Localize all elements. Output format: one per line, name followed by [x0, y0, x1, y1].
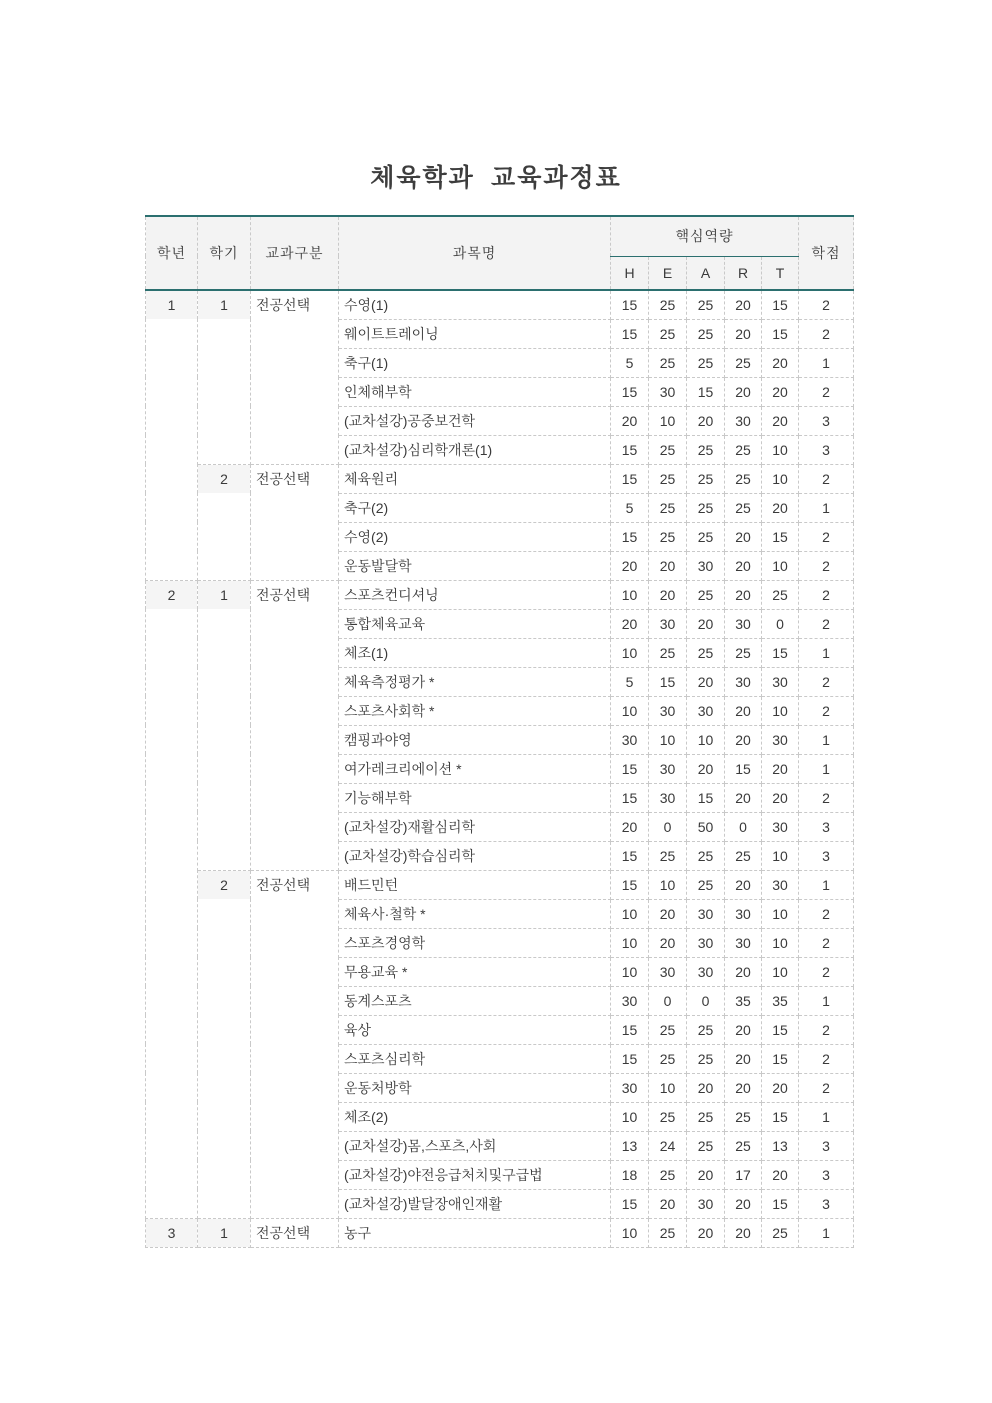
table-row [146, 290, 854, 319]
credit-cell: 2 [799, 377, 854, 406]
competency-e-cell: 30 [649, 377, 687, 406]
competency-e-cell: 25 [649, 522, 687, 551]
competency-r-cell: 15 [725, 754, 762, 783]
competency-a-cell: 30 [687, 928, 725, 957]
competency-e-cell: 25 [649, 1218, 687, 1247]
competency-a-cell: 15 [687, 377, 725, 406]
competency-a-cell: 20 [687, 406, 725, 435]
competency-t-cell: 15 [762, 1015, 799, 1044]
credit-cell: 2 [799, 1015, 854, 1044]
competency-e-cell: 30 [649, 957, 687, 986]
competency-r-cell: 20 [725, 1218, 762, 1247]
header-competency-r: R [725, 256, 762, 290]
semester-cell: 1 [198, 290, 251, 464]
competency-a-cell: 25 [687, 290, 725, 319]
competency-a-cell: 25 [687, 319, 725, 348]
competency-a-cell: 30 [687, 696, 725, 725]
category-cell: 전공선택 [251, 464, 339, 580]
competency-a-cell: 25 [687, 348, 725, 377]
category-cell: 전공선택 [251, 580, 339, 870]
subject-cell: 농구 [339, 1218, 611, 1247]
subject-cell: 스포츠컨디셔닝 [339, 580, 611, 609]
curriculum-table [145, 215, 854, 1248]
credit-cell: 2 [799, 1044, 854, 1073]
table-row [146, 464, 854, 493]
competency-e-cell: 30 [649, 754, 687, 783]
competency-h-cell: 5 [611, 493, 649, 522]
subject-cell: (교차설강)심리학개론(1) [339, 435, 611, 464]
header-year: 학년 [146, 216, 198, 290]
competency-r-cell: 25 [725, 348, 762, 377]
competency-h-cell: 20 [611, 406, 649, 435]
credit-cell: 2 [799, 667, 854, 696]
competency-t-cell: 15 [762, 638, 799, 667]
competency-h-cell: 10 [611, 696, 649, 725]
credit-cell: 3 [799, 406, 854, 435]
competency-a-cell: 25 [687, 580, 725, 609]
competency-h-cell: 30 [611, 1073, 649, 1102]
credit-cell: 1 [799, 725, 854, 754]
subject-cell: (교차설강)몸,스포츠,사회 [339, 1131, 611, 1160]
competency-r-cell: 20 [725, 957, 762, 986]
competency-e-cell: 25 [649, 1160, 687, 1189]
competency-h-cell: 5 [611, 348, 649, 377]
competency-e-cell: 30 [649, 696, 687, 725]
competency-a-cell: 20 [687, 1160, 725, 1189]
competency-e-cell: 25 [649, 493, 687, 522]
competency-e-cell: 30 [649, 783, 687, 812]
subject-cell: 여가레크리에이션 * [339, 754, 611, 783]
subject-cell: 운동처방학 [339, 1073, 611, 1102]
competency-h-cell: 10 [611, 638, 649, 667]
competency-a-cell: 20 [687, 754, 725, 783]
subject-cell: (교차설강)학습심리학 [339, 841, 611, 870]
competency-e-cell: 20 [649, 928, 687, 957]
competency-h-cell: 10 [611, 1218, 649, 1247]
table-header [146, 216, 854, 290]
credit-cell: 3 [799, 435, 854, 464]
credit-cell: 1 [799, 348, 854, 377]
competency-t-cell: 13 [762, 1131, 799, 1160]
competency-a-cell: 25 [687, 841, 725, 870]
competency-t-cell: 20 [762, 1073, 799, 1102]
competency-h-cell: 15 [611, 870, 649, 899]
credit-cell: 3 [799, 841, 854, 870]
page-title: 체육학과 교육과정표 [370, 165, 622, 192]
subject-cell: 캠핑과야영 [339, 725, 611, 754]
competency-h-cell: 5 [611, 667, 649, 696]
competency-r-cell: 20 [725, 551, 762, 580]
competency-a-cell: 20 [687, 1218, 725, 1247]
competency-r-cell: 20 [725, 522, 762, 551]
competency-h-cell: 10 [611, 928, 649, 957]
competency-t-cell: 10 [762, 899, 799, 928]
competency-r-cell: 20 [725, 1044, 762, 1073]
competency-t-cell: 10 [762, 551, 799, 580]
competency-e-cell: 10 [649, 870, 687, 899]
subject-cell: 배드민턴 [339, 870, 611, 899]
competency-e-cell: 20 [649, 580, 687, 609]
competency-h-cell: 15 [611, 290, 649, 319]
competency-h-cell: 13 [611, 1131, 649, 1160]
credit-cell: 2 [799, 551, 854, 580]
competency-a-cell: 20 [687, 667, 725, 696]
header-semester: 학기 [198, 216, 251, 290]
table-row [146, 870, 854, 899]
table-row [146, 1218, 854, 1247]
credit-cell: 2 [799, 783, 854, 812]
subject-cell: 체조(2) [339, 1102, 611, 1131]
competency-e-cell: 25 [649, 638, 687, 667]
competency-a-cell: 30 [687, 957, 725, 986]
header-row-main [146, 216, 854, 256]
subject-cell: 기능해부학 [339, 783, 611, 812]
competency-t-cell: 35 [762, 986, 799, 1015]
credit-cell: 2 [799, 580, 854, 609]
subject-cell: 통합체육교육 [339, 609, 611, 638]
competency-t-cell: 10 [762, 841, 799, 870]
competency-h-cell: 10 [611, 957, 649, 986]
competency-e-cell: 25 [649, 348, 687, 377]
competency-t-cell: 20 [762, 783, 799, 812]
credit-cell: 2 [799, 290, 854, 319]
credit-cell: 2 [799, 899, 854, 928]
credit-cell: 2 [799, 696, 854, 725]
competency-t-cell: 30 [762, 870, 799, 899]
competency-t-cell: 30 [762, 667, 799, 696]
competency-a-cell: 15 [687, 783, 725, 812]
competency-a-cell: 25 [687, 435, 725, 464]
subject-cell: 스포츠경영학 [339, 928, 611, 957]
competency-e-cell: 10 [649, 1073, 687, 1102]
competency-e-cell: 10 [649, 725, 687, 754]
competency-a-cell: 25 [687, 638, 725, 667]
competency-r-cell: 30 [725, 899, 762, 928]
subject-cell: (교차설강)공중보건학 [339, 406, 611, 435]
competency-a-cell: 30 [687, 899, 725, 928]
subject-cell: 운동발달학 [339, 551, 611, 580]
competency-t-cell: 20 [762, 377, 799, 406]
competency-e-cell: 10 [649, 406, 687, 435]
subject-cell: (교차설강)발달장애인재활 [339, 1189, 611, 1218]
competency-t-cell: 15 [762, 1044, 799, 1073]
subject-cell: 체육측정평가 * [339, 667, 611, 696]
competency-r-cell: 17 [725, 1160, 762, 1189]
category-cell: 전공선택 [251, 290, 339, 464]
subject-cell: 스포츠사회학 * [339, 696, 611, 725]
competency-e-cell: 25 [649, 1102, 687, 1131]
subject-cell: 체육원리 [339, 464, 611, 493]
competency-h-cell: 15 [611, 464, 649, 493]
credit-cell: 2 [799, 464, 854, 493]
subject-cell: 웨이트트레이닝 [339, 319, 611, 348]
competency-e-cell: 0 [649, 812, 687, 841]
competency-a-cell: 25 [687, 1131, 725, 1160]
semester-cell: 1 [198, 580, 251, 870]
year-cell: 1 [146, 290, 198, 580]
competency-t-cell: 20 [762, 754, 799, 783]
credit-cell: 1 [799, 986, 854, 1015]
competency-h-cell: 15 [611, 522, 649, 551]
competency-t-cell: 25 [762, 1218, 799, 1247]
credit-cell: 2 [799, 957, 854, 986]
header-category: 교과구분 [251, 216, 339, 290]
competency-h-cell: 18 [611, 1160, 649, 1189]
subject-cell: 체조(1) [339, 638, 611, 667]
competency-a-cell: 25 [687, 464, 725, 493]
competency-h-cell: 20 [611, 812, 649, 841]
competency-e-cell: 25 [649, 319, 687, 348]
competency-h-cell: 15 [611, 319, 649, 348]
credit-cell: 3 [799, 1189, 854, 1218]
credit-cell: 3 [799, 1160, 854, 1189]
competency-t-cell: 10 [762, 435, 799, 464]
competency-r-cell: 20 [725, 1189, 762, 1218]
credit-cell: 2 [799, 522, 854, 551]
competency-h-cell: 15 [611, 754, 649, 783]
category-cell: 전공선택 [251, 1218, 339, 1247]
subject-cell: (교차설강)재활심리학 [339, 812, 611, 841]
competency-h-cell: 15 [611, 783, 649, 812]
header-competency-e: E [649, 256, 687, 290]
year-cell: 3 [146, 1218, 198, 1247]
competency-r-cell: 20 [725, 319, 762, 348]
competency-t-cell: 15 [762, 522, 799, 551]
subject-cell: 수영(2) [339, 522, 611, 551]
curriculum-table-body [146, 290, 854, 1247]
credit-cell: 1 [799, 638, 854, 667]
competency-a-cell: 25 [687, 1044, 725, 1073]
competency-r-cell: 35 [725, 986, 762, 1015]
competency-t-cell: 30 [762, 725, 799, 754]
competency-e-cell: 24 [649, 1131, 687, 1160]
competency-a-cell: 20 [687, 609, 725, 638]
competency-e-cell: 30 [649, 609, 687, 638]
competency-r-cell: 30 [725, 406, 762, 435]
competency-h-cell: 15 [611, 841, 649, 870]
category-cell: 전공선택 [251, 870, 339, 1218]
competency-r-cell: 25 [725, 1102, 762, 1131]
subject-cell: (교차설강)야전응급처치및구급법 [339, 1160, 611, 1189]
competency-t-cell: 15 [762, 290, 799, 319]
competency-t-cell: 10 [762, 696, 799, 725]
competency-h-cell: 15 [611, 1189, 649, 1218]
header-competency-t: T [762, 256, 799, 290]
credit-cell: 3 [799, 812, 854, 841]
competency-e-cell: 25 [649, 1044, 687, 1073]
subject-cell: 인체해부학 [339, 377, 611, 406]
competency-h-cell: 10 [611, 899, 649, 928]
competency-a-cell: 25 [687, 1015, 725, 1044]
subject-cell: 스포츠심리학 [339, 1044, 611, 1073]
credit-cell: 1 [799, 870, 854, 899]
competency-t-cell: 0 [762, 609, 799, 638]
competency-r-cell: 25 [725, 841, 762, 870]
subject-cell: 축구(1) [339, 348, 611, 377]
subject-cell: 체육사·철학 * [339, 899, 611, 928]
competency-a-cell: 25 [687, 870, 725, 899]
competency-r-cell: 25 [725, 435, 762, 464]
competency-t-cell: 15 [762, 1102, 799, 1131]
competency-a-cell: 20 [687, 1073, 725, 1102]
competency-r-cell: 25 [725, 464, 762, 493]
credit-cell: 3 [799, 1131, 854, 1160]
semester-cell: 1 [198, 1218, 251, 1247]
subject-cell: 육상 [339, 1015, 611, 1044]
credit-cell: 1 [799, 1102, 854, 1131]
semester-cell: 2 [198, 870, 251, 1218]
semester-cell: 2 [198, 464, 251, 580]
header-competency-h: H [611, 256, 649, 290]
competency-e-cell: 15 [649, 667, 687, 696]
header-credit: 학점 [799, 216, 854, 290]
header-competency: 핵심역량 [611, 216, 799, 256]
competency-t-cell: 10 [762, 928, 799, 957]
competency-t-cell: 25 [762, 580, 799, 609]
competency-t-cell: 20 [762, 348, 799, 377]
credit-cell: 1 [799, 754, 854, 783]
competency-a-cell: 30 [687, 1189, 725, 1218]
competency-t-cell: 15 [762, 319, 799, 348]
credit-cell: 1 [799, 1218, 854, 1247]
competency-h-cell: 15 [611, 1044, 649, 1073]
competency-t-cell: 15 [762, 1189, 799, 1218]
competency-r-cell: 20 [725, 290, 762, 319]
competency-t-cell: 10 [762, 464, 799, 493]
subject-cell: 수영(1) [339, 290, 611, 319]
competency-h-cell: 15 [611, 1015, 649, 1044]
competency-r-cell: 30 [725, 928, 762, 957]
competency-r-cell: 20 [725, 1015, 762, 1044]
competency-a-cell: 25 [687, 1102, 725, 1131]
header-competency-a: A [687, 256, 725, 290]
competency-r-cell: 20 [725, 783, 762, 812]
competency-e-cell: 25 [649, 435, 687, 464]
competency-e-cell: 25 [649, 290, 687, 319]
competency-a-cell: 10 [687, 725, 725, 754]
competency-e-cell: 0 [649, 986, 687, 1015]
competency-r-cell: 20 [725, 870, 762, 899]
credit-cell: 2 [799, 609, 854, 638]
competency-r-cell: 30 [725, 609, 762, 638]
competency-t-cell: 20 [762, 1160, 799, 1189]
competency-t-cell: 20 [762, 493, 799, 522]
competency-h-cell: 30 [611, 725, 649, 754]
competency-r-cell: 20 [725, 1073, 762, 1102]
competency-r-cell: 20 [725, 377, 762, 406]
subject-cell: 동계스포츠 [339, 986, 611, 1015]
subject-cell: 축구(2) [339, 493, 611, 522]
competency-h-cell: 10 [611, 1102, 649, 1131]
competency-h-cell: 20 [611, 551, 649, 580]
credit-cell: 1 [799, 493, 854, 522]
competency-h-cell: 20 [611, 609, 649, 638]
competency-r-cell: 25 [725, 1131, 762, 1160]
competency-e-cell: 20 [649, 1189, 687, 1218]
subject-cell: 무용교육 * [339, 957, 611, 986]
competency-r-cell: 25 [725, 638, 762, 667]
competency-a-cell: 0 [687, 986, 725, 1015]
competency-e-cell: 20 [649, 551, 687, 580]
competency-e-cell: 25 [649, 841, 687, 870]
year-cell: 2 [146, 580, 198, 1218]
competency-h-cell: 15 [611, 377, 649, 406]
competency-r-cell: 20 [725, 696, 762, 725]
competency-r-cell: 25 [725, 493, 762, 522]
credit-cell: 2 [799, 928, 854, 957]
competency-r-cell: 20 [725, 725, 762, 754]
competency-t-cell: 20 [762, 406, 799, 435]
competency-h-cell: 10 [611, 580, 649, 609]
credit-cell: 2 [799, 319, 854, 348]
competency-h-cell: 30 [611, 986, 649, 1015]
competency-h-cell: 15 [611, 435, 649, 464]
competency-r-cell: 30 [725, 667, 762, 696]
competency-r-cell: 20 [725, 580, 762, 609]
table-row [146, 580, 854, 609]
competency-t-cell: 10 [762, 957, 799, 986]
competency-r-cell: 0 [725, 812, 762, 841]
competency-a-cell: 25 [687, 522, 725, 551]
competency-a-cell: 50 [687, 812, 725, 841]
competency-a-cell: 30 [687, 551, 725, 580]
competency-e-cell: 25 [649, 1015, 687, 1044]
credit-cell: 2 [799, 1073, 854, 1102]
competency-t-cell: 30 [762, 812, 799, 841]
header-subject: 과목명 [339, 216, 611, 290]
competency-e-cell: 20 [649, 899, 687, 928]
competency-a-cell: 25 [687, 493, 725, 522]
competency-e-cell: 25 [649, 464, 687, 493]
